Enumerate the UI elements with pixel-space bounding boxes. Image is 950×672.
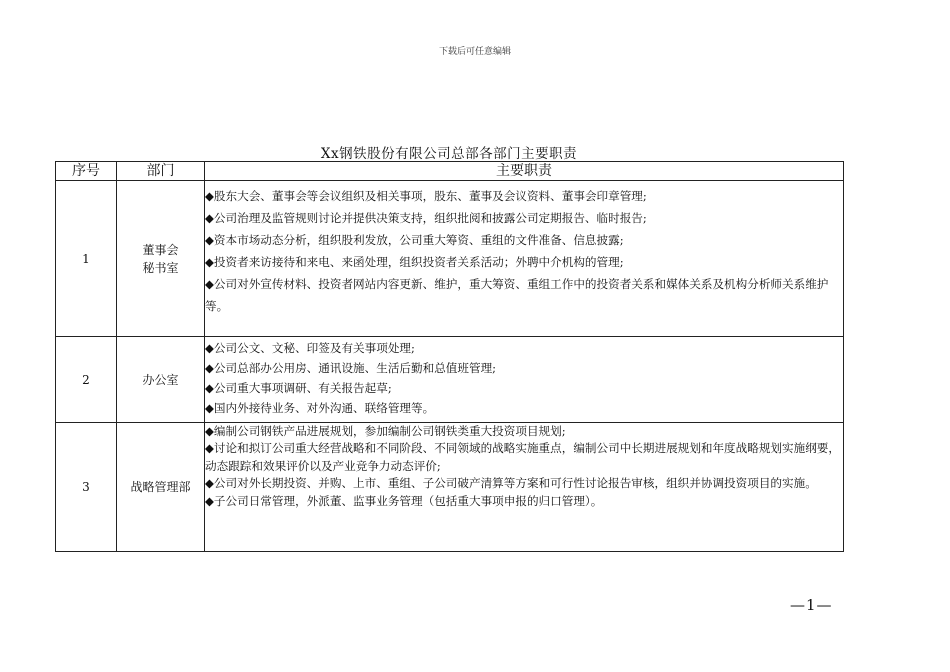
duties-cell	[205, 423, 844, 552]
duty-item: ◆公司总部办公用房、通讯设施、生活后勤和总值班管理;	[205, 361, 497, 375]
table-row	[56, 423, 844, 552]
column-header-dept: 部门	[117, 162, 205, 181]
duty-item: ◆资本市场动态分析，组织股利发放，公司重大筹资、重组的文件准备、信息披露;	[205, 233, 624, 247]
duty-item: ◆投资者来访接待和来电、来函处理，组织投资者关系活动；外聘中介机构的管理;	[205, 255, 624, 269]
duty-item: ◆讨论和拟订公司重大经营战略和不同阶段、不同领域的战略实施重点，编制公司中长期进展规划和年度战略规划实施纲要，动态跟踪和效果评价以及产业竞争力动态评价;	[205, 441, 840, 473]
department-name: 战略管理部	[117, 423, 205, 552]
duties-cell	[205, 337, 844, 423]
duty-item: ◆公司重大事项调研、有关报告起草;	[205, 381, 392, 395]
department-name	[117, 181, 205, 337]
row-number: 2	[56, 337, 117, 423]
duty-item: ◆子公司日常管理，外派董、监事业务管理（包括重大事项申报的归口管理）。	[205, 493, 603, 508]
department-duties-table	[55, 161, 844, 552]
column-header-duties: 主要职责	[205, 162, 844, 181]
duty-item: ◆公司对外长期投资、并购、上市、重组、子公司破产清算等方案和可行性讨论报告审核，组织并协调投资项目的实施。	[205, 476, 817, 491]
duties-cell	[205, 181, 844, 337]
row-number: 1	[56, 181, 117, 337]
row-number: 3	[56, 423, 117, 552]
duty-item: ◆公司对外宣传材料、投资者网站内容更新、维护，重大筹资、重组工作中的投资者关系和媒体关系及机构分析师关系维护等。	[205, 277, 829, 313]
table-row	[56, 337, 844, 423]
header-note: 下载后可任意编辑	[438, 47, 511, 57]
department-name-line: 董事会	[142, 242, 179, 257]
duty-item: ◆编制公司钢铁产品进展规划，参加编制公司钢铁类重大投资项目规划;	[205, 424, 566, 438]
department-name: 办公室	[117, 337, 205, 423]
column-header-no: 序号	[56, 162, 117, 181]
table-row	[56, 181, 844, 337]
duty-item: ◆公司治理及监管规则讨论并提供决策支持，组织批阅和披露公司定期报告、临时报告;	[205, 211, 647, 225]
table-header-row	[56, 162, 844, 181]
duty-item: ◆国内外接待业务、对外沟通、联络管理等。	[205, 401, 435, 415]
duty-item: ◆公司公文、文秘、印签及有关事项处理;	[205, 341, 415, 355]
document-title: Xx钢铁股份有限公司总部各部门主要职责	[320, 146, 578, 162]
page-number: —1—	[790, 596, 833, 614]
department-name-line: 秘书室	[142, 260, 179, 275]
duty-item: ◆股东大会、董事会等会议组织及相关事项，股东、董事及会议资料、董事会印章管理;	[205, 189, 647, 203]
